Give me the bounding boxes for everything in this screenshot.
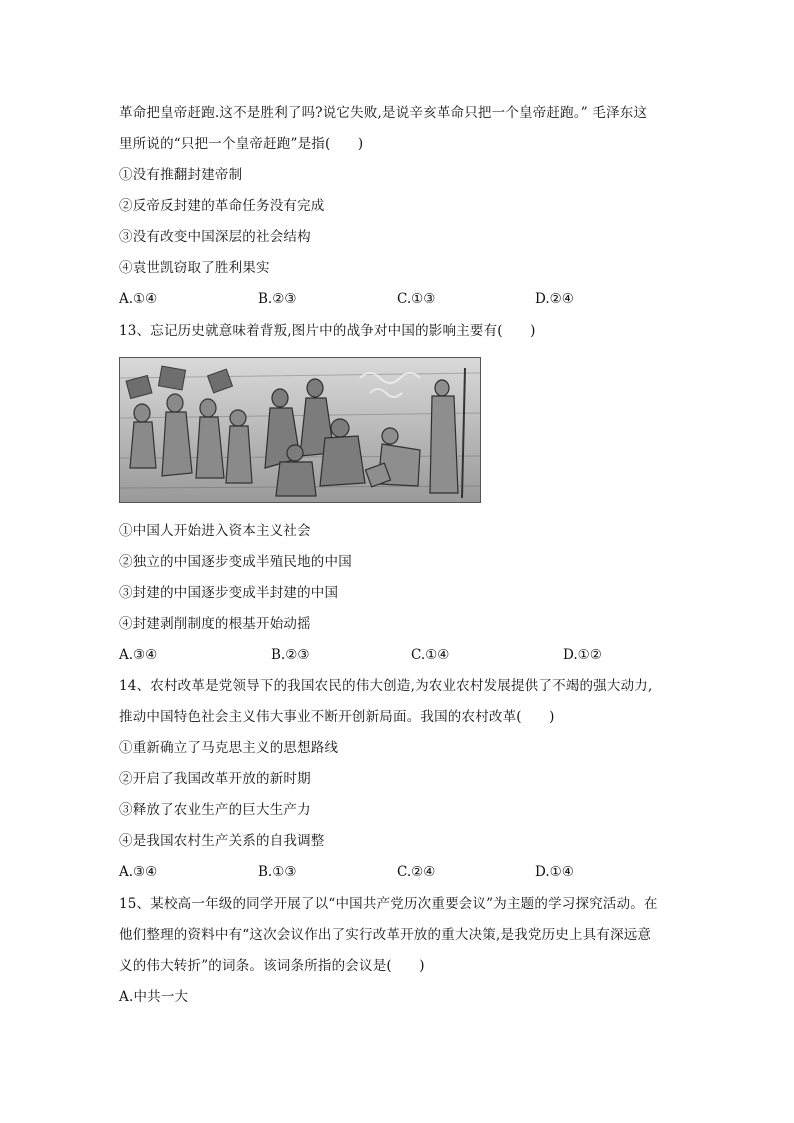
q12-item-3: ③没有改变中国深层的社会结构 <box>119 229 311 245</box>
q15-option-a: A.中共一大 <box>119 989 189 1005</box>
q13-item-2: ②独立的中国逐步变成半殖民地的中国 <box>119 554 352 570</box>
war-relief-image <box>119 357 481 503</box>
q13-stem: 13、忘记历史就意味着背叛,图片中的战争对中国的影响主要有( ) <box>119 323 536 339</box>
q14-stem-line1: 14、农村改革是党领导下的我国农民的伟大创造,为农业农村发展提供了不竭的强大动力, <box>119 678 653 694</box>
q14-item-4: ④是我国农村生产关系的自我调整 <box>119 833 325 849</box>
q14-item-3: ③释放了农业生产的巨大生产力 <box>119 802 311 818</box>
q14-options <box>119 863 679 881</box>
q15-stem-line2: 他们整理的资料中有“这次会议作出了实行改革开放的重大决策,是我党历史上具有深远意 <box>119 927 652 943</box>
q13-item-4: ④封建剥削制度的根基开始动摇 <box>119 616 311 632</box>
q12-option-c: C.①③ <box>397 291 436 307</box>
q13-item-1: ①中国人开始进入资本主义社会 <box>119 523 311 539</box>
q15-stem-line1: 15、某校高一年级的同学开展了以“中国共产党历次重要会议”为主题的学习探究活动。在 <box>119 896 658 912</box>
q13-option-d: D.①② <box>563 647 602 663</box>
q12-stem-line2: 里所说的“只把一个皇帝赶跑”是指( ) <box>119 136 364 152</box>
q14-option-c: C.②④ <box>397 864 436 880</box>
q12-item-2: ②反帝反封建的革命任务没有完成 <box>119 198 325 214</box>
q14-item-2: ②开启了我国改革开放的新时期 <box>119 771 311 787</box>
q14-stem-line2: 推动中国特色社会主义伟大事业不断开创新局面。我国的农村改革( ) <box>119 709 555 725</box>
q13-item-3: ③封建的中国逐步变成半封建的中国 <box>119 585 339 601</box>
q12-stem-line1: 革命把皇帝赶跑.这不是胜利了吗?说它失败,是说辛亥革命只把一个皇帝赶跑。” 毛泽东这 <box>119 105 648 121</box>
q13-option-a: A.③④ <box>119 647 158 663</box>
relief-sculpture-illustration <box>120 358 480 502</box>
q12-options <box>119 290 679 308</box>
q15-stem-line3: 义的伟大转折”的词条。该词条所指的会议是( ) <box>119 958 425 974</box>
q13-option-b: B.②③ <box>271 647 310 663</box>
q14-option-d: D.①④ <box>535 864 574 880</box>
q13-options <box>119 646 679 664</box>
q12-option-b: B.②③ <box>258 291 297 307</box>
q12-option-d: D.②④ <box>535 291 574 307</box>
q12-option-a: A.①④ <box>119 291 158 307</box>
q13-option-c: C.①④ <box>411 647 450 663</box>
q14-option-a: A.③④ <box>119 864 158 880</box>
q12-item-1: ①没有推翻封建帝制 <box>119 167 243 183</box>
q12-item-4: ④袁世凯窃取了胜利果实 <box>119 260 270 276</box>
q14-option-b: B.①③ <box>258 864 297 880</box>
q14-item-1: ①重新确立了马克思主义的思想路线 <box>119 740 339 756</box>
